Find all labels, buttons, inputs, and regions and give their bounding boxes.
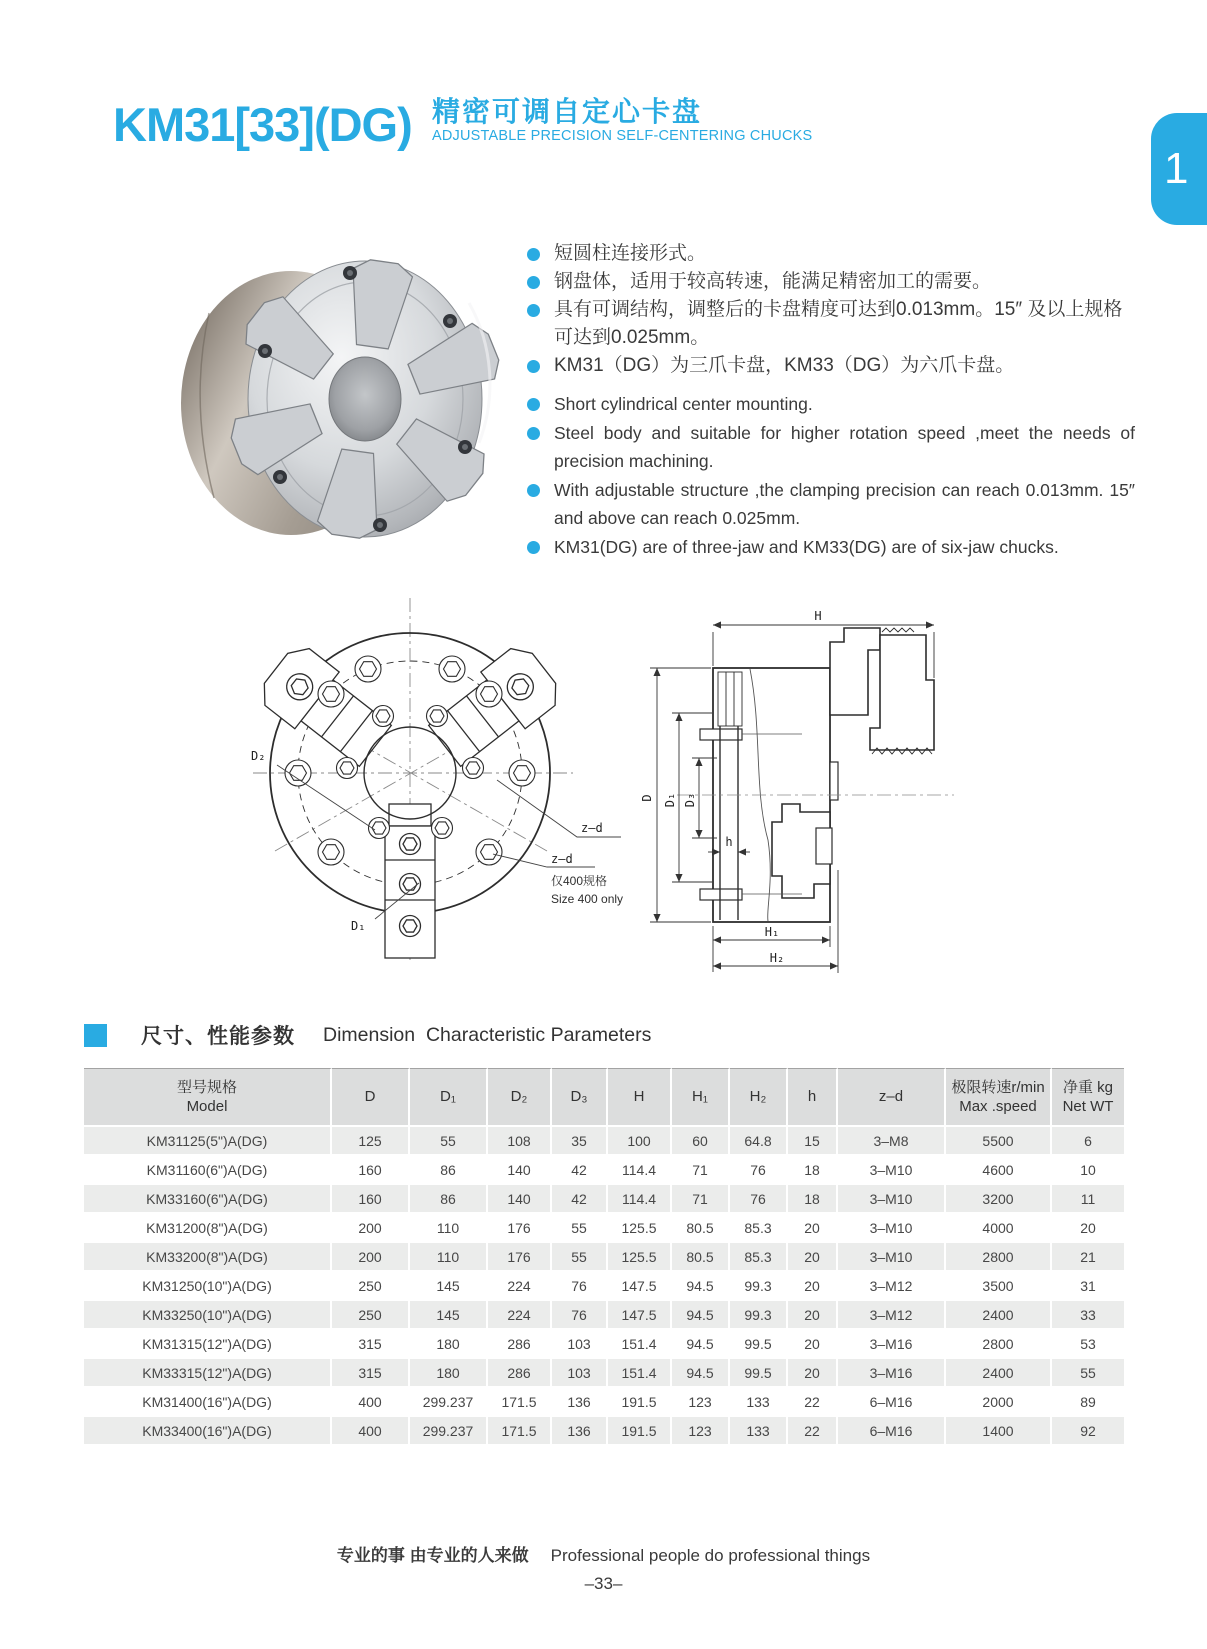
value-cell: 160 [332, 1185, 410, 1212]
value-cell: 55 [552, 1214, 608, 1241]
value-cell: 224 [488, 1301, 552, 1328]
table-row [84, 1330, 1124, 1357]
value-cell: 250 [332, 1301, 410, 1328]
value-cell: 55 [410, 1127, 488, 1154]
dimension-label: D₁ [663, 792, 677, 808]
feature-item [527, 240, 1135, 268]
table-row [84, 1156, 1124, 1183]
value-cell: 114.4 [608, 1156, 672, 1183]
value-cell: 85.3 [730, 1214, 788, 1241]
table-row [84, 1359, 1124, 1386]
value-cell: 108 [488, 1127, 552, 1154]
value-cell: 31 [1052, 1272, 1124, 1299]
dimension-label: D [640, 794, 654, 802]
value-cell: 20 [788, 1301, 838, 1328]
column-header: D₃ [552, 1068, 608, 1125]
value-cell: 1400 [946, 1417, 1052, 1444]
section-marker-icon [84, 1024, 107, 1047]
value-cell: 160 [332, 1156, 410, 1183]
feature-text: 短圆柱连接形式。 [554, 243, 707, 264]
table-row [84, 1272, 1124, 1299]
slogan-chinese: 专业的事 由专业的人来做 [336, 1546, 529, 1565]
value-cell: 180 [410, 1359, 488, 1386]
dimension-label: H₂ [769, 951, 785, 965]
value-cell: 2400 [946, 1301, 1052, 1328]
table-row [84, 1301, 1124, 1328]
value-cell: 136 [552, 1417, 608, 1444]
chapter-number: 1 [1164, 144, 1189, 193]
table-row [84, 1127, 1124, 1154]
model-cell: KM31200(8")A(DG) [84, 1214, 332, 1241]
bullet-icon [527, 360, 540, 373]
value-cell: 60 [672, 1127, 730, 1154]
value-cell: 145 [410, 1272, 488, 1299]
value-cell: 180 [410, 1330, 488, 1357]
value-cell: 3–M10 [838, 1156, 946, 1183]
value-cell: 176 [488, 1214, 552, 1241]
value-cell: 76 [552, 1272, 608, 1299]
value-cell: 3–M10 [838, 1185, 946, 1212]
value-cell: 18 [788, 1185, 838, 1212]
value-cell: 20 [788, 1214, 838, 1241]
features-chinese [527, 240, 1135, 380]
model-cell: KM31315(12")A(DG) [84, 1330, 332, 1357]
value-cell: 315 [332, 1330, 410, 1357]
value-cell: 114.4 [608, 1185, 672, 1212]
feature-item [527, 533, 1135, 562]
model-cell: KM33400(16")A(DG) [84, 1417, 332, 1444]
value-cell: 6 [1052, 1127, 1124, 1154]
feature-text: With adjustable structure ,the clamping precision can reach 0.013mm. 15″ and above can reach 0.025mm. [554, 479, 1135, 528]
chapter-tab [1151, 113, 1207, 225]
dimension-label: h [725, 835, 733, 849]
dimension-label: D₁ [351, 919, 366, 933]
drawing-note-en: Size 400 only [551, 892, 624, 906]
model-cell: KM31160(6")A(DG) [84, 1156, 332, 1183]
column-header: H [608, 1068, 672, 1125]
value-cell: 299.237 [410, 1388, 488, 1415]
model-cell: KM33160(6")A(DG) [84, 1185, 332, 1212]
feature-text: 钢盘体，适用于较高转速，能满足精密加工的需要。 [554, 271, 992, 292]
section-title-english: Dimension Characteristic Parameters [323, 1023, 652, 1046]
value-cell: 2800 [946, 1330, 1052, 1357]
section-view-drawing [622, 580, 967, 985]
table-row [84, 1214, 1124, 1241]
value-cell: 110 [410, 1243, 488, 1270]
value-cell: 80.5 [672, 1214, 730, 1241]
feature-text: KM31(DG) are of three-jaw and KM33(DG) are of six-jaw chucks. [554, 536, 1059, 557]
value-cell: 55 [1052, 1359, 1124, 1386]
value-cell: 92 [1052, 1417, 1124, 1444]
value-cell: 299.237 [410, 1417, 488, 1444]
value-cell: 20 [788, 1330, 838, 1357]
value-cell: 42 [552, 1156, 608, 1183]
value-cell: 400 [332, 1388, 410, 1415]
value-cell: 99.3 [730, 1272, 788, 1299]
drawing-note-cn: 仅400规格 [551, 874, 608, 888]
slogan-english: Professional people do professional things [550, 1546, 871, 1565]
value-cell: 2400 [946, 1359, 1052, 1386]
section-title-chinese: 尺寸、性能参数 [141, 1025, 295, 1048]
value-cell: 5500 [946, 1127, 1052, 1154]
value-cell: 3–M12 [838, 1272, 946, 1299]
value-cell: 125 [332, 1127, 410, 1154]
value-cell: 76 [730, 1156, 788, 1183]
value-cell: 140 [488, 1185, 552, 1212]
page-title: KM31[33](DG) [113, 98, 412, 151]
dimension-label: D₃ [683, 792, 697, 808]
column-header: 型号规格 Model [84, 1068, 332, 1125]
title-english: ADJUSTABLE PRECISION SELF-CENTERING CHUCKS [432, 128, 813, 144]
section-title [84, 1020, 651, 1050]
value-cell: 136 [552, 1388, 608, 1415]
value-cell: 400 [332, 1417, 410, 1444]
value-cell: 4000 [946, 1214, 1052, 1241]
model-cell: KM33250(10")A(DG) [84, 1301, 332, 1328]
features-english [527, 390, 1135, 561]
column-header: 净重 kg Net WT [1052, 1068, 1124, 1125]
value-cell: 2000 [946, 1388, 1052, 1415]
dimension-label: D₂ [251, 749, 266, 763]
bullet-icon [527, 276, 540, 289]
value-cell: 151.4 [608, 1359, 672, 1386]
value-cell: 10 [1052, 1156, 1124, 1183]
value-cell: 6–M16 [838, 1388, 946, 1415]
value-cell: 171.5 [488, 1388, 552, 1415]
value-cell: 35 [552, 1127, 608, 1154]
spec-table [84, 1066, 1124, 1446]
column-header: 极限转速r/min Max .speed [946, 1068, 1052, 1125]
bullet-icon [527, 427, 540, 440]
value-cell: 3–M12 [838, 1301, 946, 1328]
dimension-label: H [814, 609, 822, 623]
value-cell: 20 [788, 1272, 838, 1299]
value-cell: 191.5 [608, 1388, 672, 1415]
value-cell: 99.3 [730, 1301, 788, 1328]
value-cell: 94.5 [672, 1301, 730, 1328]
value-cell: 99.5 [730, 1359, 788, 1386]
column-header: D₁ [410, 1068, 488, 1125]
value-cell: 18 [788, 1156, 838, 1183]
value-cell: 133 [730, 1417, 788, 1444]
value-cell: 286 [488, 1359, 552, 1386]
column-header: D₂ [488, 1068, 552, 1125]
column-header: H₁ [672, 1068, 730, 1125]
value-cell: 80.5 [672, 1243, 730, 1270]
table-row [84, 1388, 1124, 1415]
title-chinese: 精密可调自定心卡盘 [432, 96, 703, 127]
value-cell: 123 [672, 1388, 730, 1415]
feature-list [527, 240, 1135, 561]
front-view-drawing [225, 588, 630, 963]
feature-text: Short cylindrical center mounting. [554, 394, 813, 414]
table-row [84, 1185, 1124, 1212]
chuck-section-outline [700, 628, 934, 922]
value-cell: 103 [552, 1359, 608, 1386]
model-cell: KM31250(10")A(DG) [84, 1272, 332, 1299]
value-cell: 3200 [946, 1185, 1052, 1212]
value-cell: 99.5 [730, 1330, 788, 1357]
value-cell: 147.5 [608, 1301, 672, 1328]
dimension-label: z–d [581, 821, 603, 835]
value-cell: 76 [730, 1185, 788, 1212]
value-cell: 286 [488, 1330, 552, 1357]
value-cell: 176 [488, 1243, 552, 1270]
feature-item [527, 390, 1135, 419]
column-header: H₂ [730, 1068, 788, 1125]
table-header-row [84, 1068, 1124, 1125]
value-cell: 250 [332, 1272, 410, 1299]
value-cell: 103 [552, 1330, 608, 1357]
value-cell: 20 [1052, 1214, 1124, 1241]
value-cell: 110 [410, 1214, 488, 1241]
bullet-icon [527, 398, 540, 411]
value-cell: 100 [608, 1127, 672, 1154]
value-cell: 151.4 [608, 1330, 672, 1357]
value-cell: 94.5 [672, 1359, 730, 1386]
feature-text: 具有可调结构，调整后的卡盘精度可达到0.013mm。15″ 及以上规格可达到0.025mm。 [554, 299, 1123, 348]
dimension-label: H₁ [764, 925, 780, 939]
value-cell: 140 [488, 1156, 552, 1183]
table-row [84, 1417, 1124, 1444]
bullet-icon [527, 248, 540, 261]
value-cell: 55 [552, 1243, 608, 1270]
value-cell: 89 [1052, 1388, 1124, 1415]
value-cell: 53 [1052, 1330, 1124, 1357]
value-cell: 22 [788, 1417, 838, 1444]
feature-item [527, 476, 1135, 533]
value-cell: 200 [332, 1214, 410, 1241]
dimension-label: z–d [551, 852, 573, 866]
value-cell: 147.5 [608, 1272, 672, 1299]
value-cell: 3–M16 [838, 1330, 946, 1357]
feature-item [527, 296, 1135, 352]
table-row [84, 1243, 1124, 1270]
value-cell: 4600 [946, 1156, 1052, 1183]
value-cell: 3–M16 [838, 1359, 946, 1386]
model-cell: KM31125(5")A(DG) [84, 1127, 332, 1154]
value-cell: 3500 [946, 1272, 1052, 1299]
value-cell: 125.5 [608, 1214, 672, 1241]
value-cell: 133 [730, 1388, 788, 1415]
value-cell: 3–M8 [838, 1127, 946, 1154]
value-cell: 2800 [946, 1243, 1052, 1270]
value-cell: 71 [672, 1156, 730, 1183]
feature-item [527, 419, 1135, 476]
value-cell: 6–M16 [838, 1417, 946, 1444]
model-cell: KM33315(12")A(DG) [84, 1359, 332, 1386]
value-cell: 94.5 [672, 1272, 730, 1299]
feature-item [527, 268, 1135, 296]
model-cell: KM31400(16")A(DG) [84, 1388, 332, 1415]
product-photo [168, 233, 500, 563]
value-cell: 200 [332, 1243, 410, 1270]
value-cell: 191.5 [608, 1417, 672, 1444]
value-cell: 21 [1052, 1243, 1124, 1270]
value-cell: 64.8 [730, 1127, 788, 1154]
value-cell: 22 [788, 1388, 838, 1415]
value-cell: 33 [1052, 1301, 1124, 1328]
feature-item [527, 352, 1135, 380]
value-cell: 224 [488, 1272, 552, 1299]
column-header: D [332, 1068, 410, 1125]
value-cell: 3–M10 [838, 1243, 946, 1270]
column-header: h [788, 1068, 838, 1125]
value-cell: 145 [410, 1301, 488, 1328]
value-cell: 315 [332, 1359, 410, 1386]
bullet-icon [527, 484, 540, 497]
value-cell: 171.5 [488, 1417, 552, 1444]
value-cell: 125.5 [608, 1243, 672, 1270]
value-cell: 3–M10 [838, 1214, 946, 1241]
model-cell: KM33200(8")A(DG) [84, 1243, 332, 1270]
value-cell: 42 [552, 1185, 608, 1212]
value-cell: 20 [788, 1359, 838, 1386]
bullet-icon [527, 304, 540, 317]
table-body [84, 1127, 1124, 1444]
chuck-hub [329, 357, 401, 441]
bullet-icon [527, 541, 540, 554]
value-cell: 15 [788, 1127, 838, 1154]
value-cell: 94.5 [672, 1330, 730, 1357]
value-cell: 85.3 [730, 1243, 788, 1270]
footer-slogan [0, 1541, 1207, 1566]
value-cell: 20 [788, 1243, 838, 1270]
value-cell: 86 [410, 1185, 488, 1212]
value-cell: 11 [1052, 1185, 1124, 1212]
value-cell: 86 [410, 1156, 488, 1183]
feature-text: Steel body and suitable for higher rotation speed ,meet the needs of precision machining. [554, 422, 1135, 471]
page-number: –33– [584, 1574, 623, 1593]
value-cell: 76 [552, 1301, 608, 1328]
feature-text: KM31（DG）为三爪卡盘，KM33（DG）为六爪卡盘。 [554, 355, 1015, 376]
value-cell: 123 [672, 1417, 730, 1444]
value-cell: 71 [672, 1185, 730, 1212]
column-header: z–d [838, 1068, 946, 1125]
